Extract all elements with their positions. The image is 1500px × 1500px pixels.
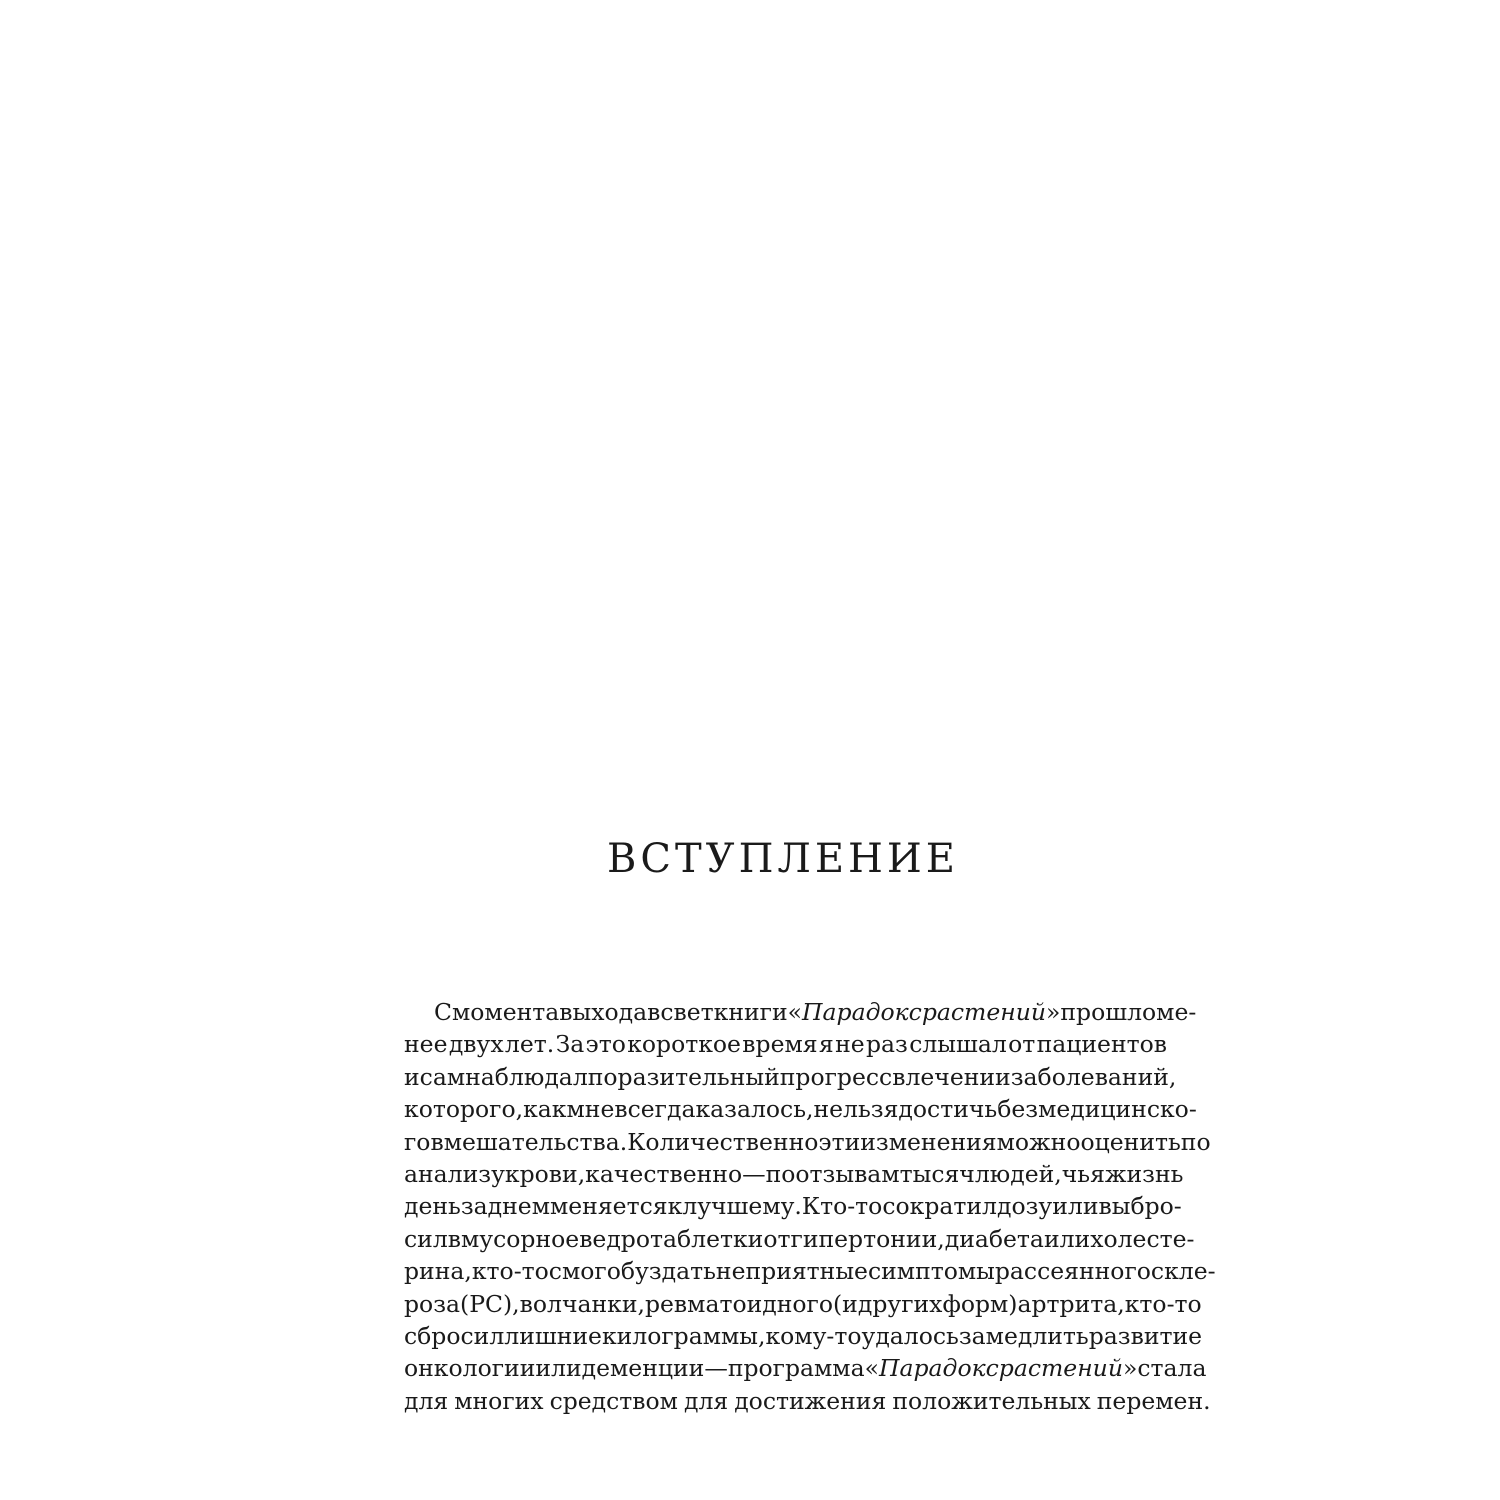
word: перемен. (1096, 1386, 1211, 1415)
word: кому-то (765, 1321, 862, 1350)
word: других (857, 1289, 943, 1318)
word: слышал (909, 1030, 1007, 1059)
word: наблюдал (465, 1062, 588, 1091)
chapter-title: ВСТУПЛЕНИЕ (606, 836, 959, 882)
word: за (460, 1192, 488, 1221)
word: «Парадокс (787, 998, 922, 1026)
word: от (763, 1224, 791, 1253)
word: и (404, 1062, 420, 1091)
word: крови, (504, 1159, 586, 1188)
word: кто-то (1124, 1289, 1202, 1318)
word: обуздать (606, 1257, 716, 1286)
word: килограммы, (601, 1321, 766, 1350)
word: скле- (1150, 1257, 1216, 1286)
word: качественно (585, 1159, 743, 1188)
paragraph-line (404, 1352, 1207, 1384)
word: это (585, 1030, 626, 1059)
word: артрита, (1017, 1289, 1125, 1318)
word: За (555, 1030, 585, 1059)
word: не (835, 1030, 865, 1059)
word: к (667, 1192, 683, 1221)
body-paragraph (404, 996, 1216, 1417)
word: свет (660, 998, 714, 1026)
word: нее (404, 1030, 448, 1059)
word: тысяч (899, 1159, 975, 1188)
paragraph-line (404, 1061, 1177, 1093)
word: лечении (905, 1062, 1011, 1091)
word: замедлить (958, 1321, 1089, 1350)
word: растений» (921, 998, 1061, 1026)
word: сократил (882, 1192, 997, 1221)
word: сил (404, 1224, 448, 1253)
word: отзывам (795, 1159, 900, 1188)
word: положительных (892, 1386, 1091, 1415)
word: выхода (559, 998, 648, 1026)
word: — (742, 1159, 766, 1188)
word: без (997, 1095, 1039, 1124)
word: чья (1061, 1159, 1105, 1188)
word: прогресс (779, 1062, 893, 1091)
word: достичь (898, 1095, 998, 1124)
word: роза (404, 1289, 461, 1318)
word: таблетки (650, 1224, 764, 1253)
word: диабета (944, 1224, 1044, 1253)
word: ревматоидного (644, 1289, 834, 1318)
word: средством (549, 1386, 678, 1415)
word: книги (713, 998, 788, 1026)
paragraph-line (404, 1028, 1167, 1060)
word: оценить (1080, 1127, 1181, 1156)
word: меняется (550, 1192, 668, 1221)
paragraph-line (404, 1190, 1182, 1222)
word: изменения (860, 1127, 997, 1156)
paragraph-line (404, 1288, 1202, 1320)
word: в (447, 1224, 461, 1253)
word: днем (487, 1192, 550, 1221)
word: «Парадокс (864, 1354, 999, 1383)
word: или (535, 1354, 582, 1383)
word: (и (833, 1289, 858, 1318)
word: в (647, 998, 661, 1026)
word: можно (996, 1127, 1081, 1156)
word: лет. (504, 1030, 555, 1059)
word: рассеянного (994, 1257, 1151, 1286)
word: для (683, 1386, 729, 1415)
word: которого, (404, 1095, 524, 1124)
word: Кто-то (801, 1192, 883, 1221)
word: неприятные (715, 1257, 868, 1286)
word: вмешательства. (430, 1127, 628, 1156)
word: медицинско- (1038, 1095, 1197, 1124)
word: двух (448, 1030, 504, 1059)
word: волчанки, (519, 1289, 645, 1318)
word: — (704, 1354, 728, 1383)
word: удалось (861, 1321, 959, 1350)
word: сам (419, 1062, 466, 1091)
word: ме- (1156, 998, 1197, 1026)
word: момента (451, 998, 560, 1026)
paragraph-line (404, 1255, 1216, 1287)
word: пациентов (1036, 1030, 1167, 1059)
word: эти (818, 1127, 861, 1156)
paragraph-line (404, 1126, 1211, 1158)
word: казалось, (695, 1095, 814, 1124)
word: форм) (942, 1289, 1018, 1318)
word: го (404, 1127, 431, 1156)
word: нельзя (813, 1095, 899, 1124)
word: онкологии (404, 1354, 536, 1383)
word: день (404, 1192, 461, 1221)
word: по (1180, 1127, 1211, 1156)
word: людей, (974, 1159, 1062, 1188)
word: программа (727, 1354, 865, 1383)
word: поразительный (587, 1062, 780, 1091)
word: лучшему. (682, 1192, 802, 1221)
word: короткое (627, 1030, 741, 1059)
word: растений» (998, 1354, 1138, 1383)
word: по (765, 1159, 796, 1188)
word: от (1008, 1030, 1036, 1059)
word: лишние (504, 1321, 602, 1350)
word: смог (548, 1257, 607, 1286)
word: симптомы (867, 1257, 995, 1286)
paragraph-line (404, 1093, 1197, 1125)
word: время (742, 1030, 818, 1059)
word: или (1043, 1224, 1091, 1253)
word: в (892, 1062, 906, 1091)
word: прошло (1060, 998, 1157, 1026)
word: анализу (404, 1159, 505, 1188)
word: всегда (614, 1095, 696, 1124)
word: жизнь (1104, 1159, 1184, 1188)
word: как (523, 1095, 567, 1124)
word: заболеваний, (1010, 1062, 1177, 1091)
word: С (434, 998, 452, 1026)
word: многих (454, 1386, 544, 1415)
word: я (818, 1030, 834, 1059)
word: выбро- (1098, 1192, 1182, 1221)
word: холесте- (1090, 1224, 1195, 1253)
word: дозу (996, 1192, 1053, 1221)
word: гипертонии, (790, 1224, 945, 1253)
word: ведро (579, 1224, 650, 1253)
paragraph-line (404, 1320, 1203, 1352)
word: рина, (404, 1257, 472, 1286)
word: для (404, 1386, 449, 1415)
paragraph-line (404, 996, 1197, 1028)
word: или (1052, 1192, 1099, 1221)
word: стала (1137, 1354, 1207, 1383)
paragraph-line (404, 1158, 1184, 1190)
word: (РС), (460, 1289, 520, 1318)
paragraph-line (404, 1223, 1195, 1255)
word: кто-то (471, 1257, 549, 1286)
word: развитие (1088, 1321, 1203, 1350)
word: сбросил (404, 1321, 505, 1350)
word: мне (566, 1095, 615, 1124)
word: раз (865, 1030, 908, 1059)
word: достижения (734, 1386, 887, 1415)
paragraph-line (404, 1385, 1211, 1417)
word: Количественно (627, 1127, 819, 1156)
word: мусорное (461, 1224, 580, 1253)
word: деменции (581, 1354, 705, 1383)
